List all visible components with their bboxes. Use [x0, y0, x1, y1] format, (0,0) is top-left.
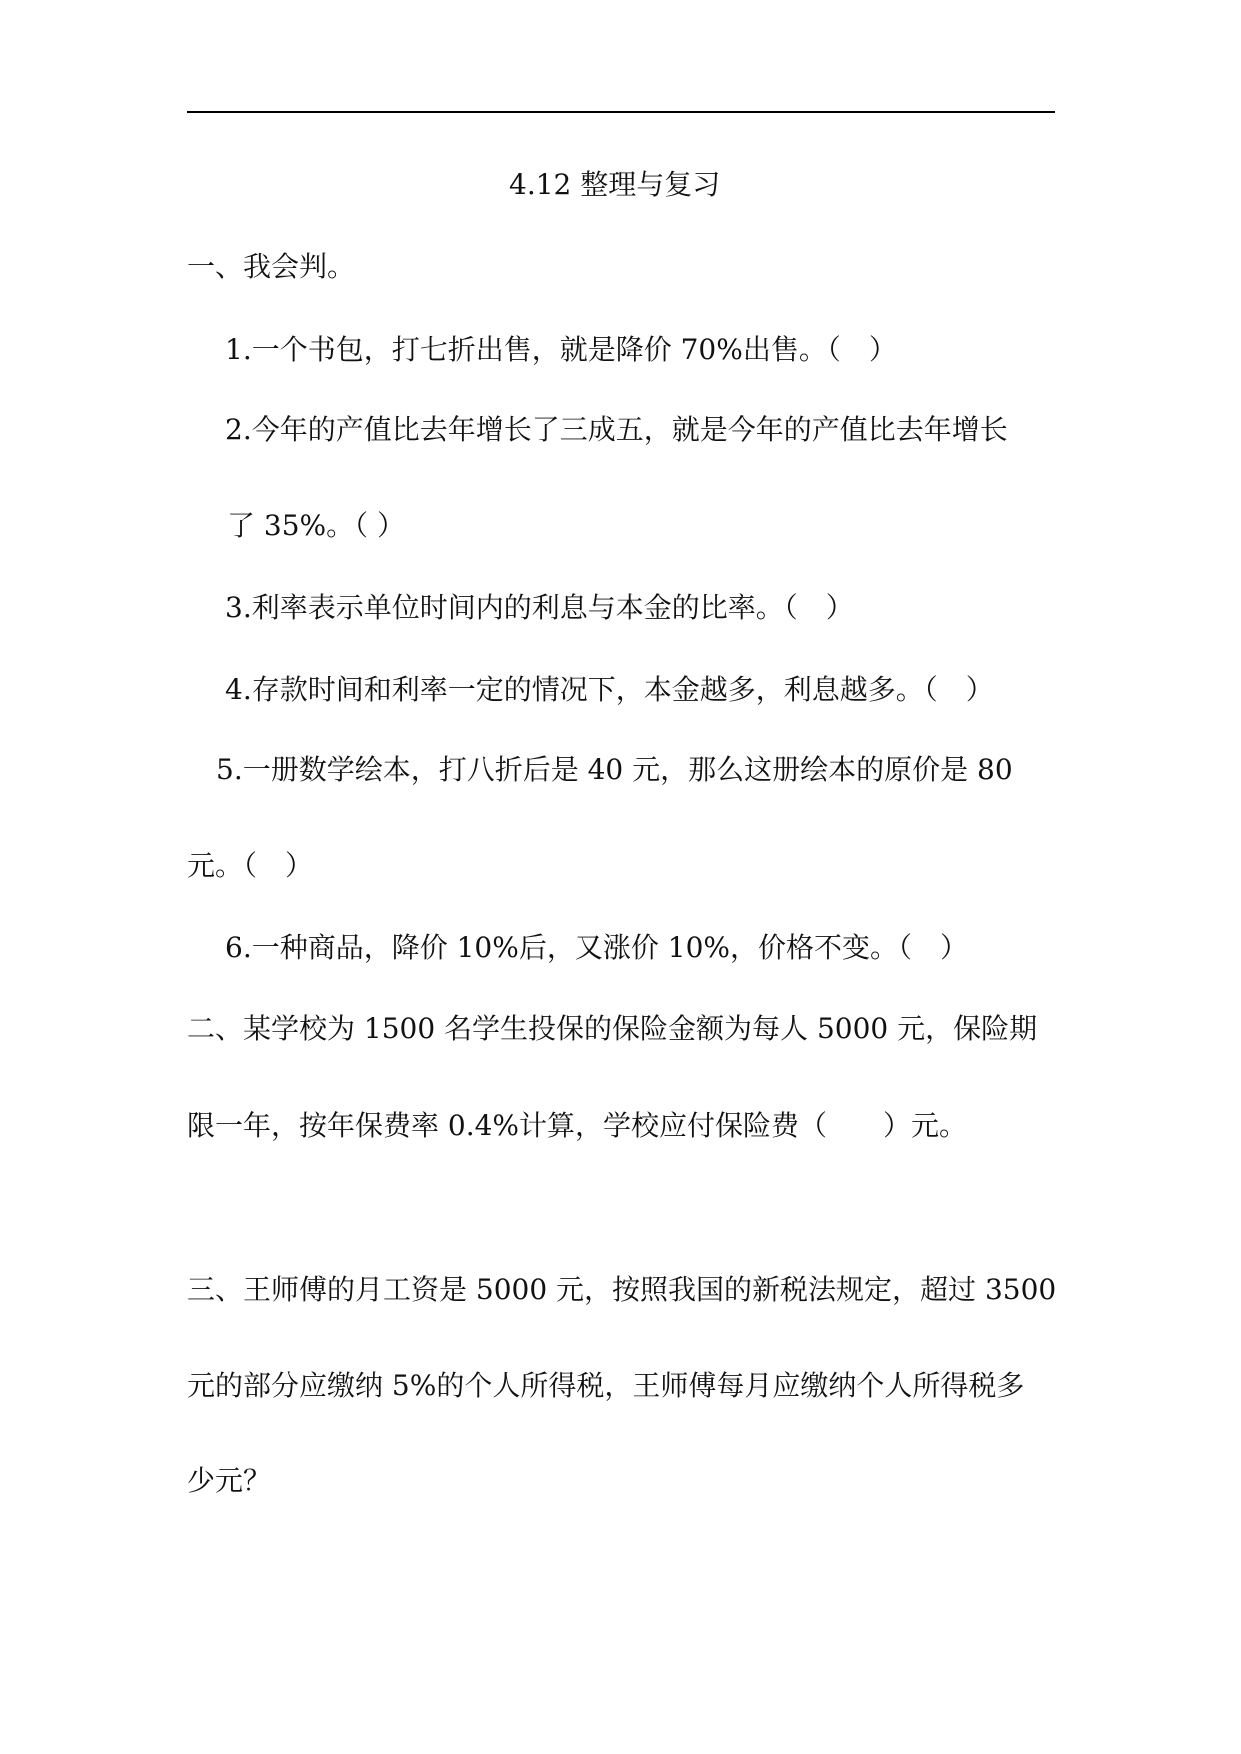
question-1: 1.一个书包，打七折出售，就是降价 70%出售。（ ） [225, 333, 897, 366]
section-3-line-1: 三、王师傅的月工资是 5000 元，按照我国的新税法规定，超过 3500 [187, 1273, 1057, 1306]
header-rule [187, 111, 1055, 113]
section-3-line-2: 元的部分应缴纳 5%的个人所得税，王师傅每月应缴纳个人所得税多 [187, 1369, 1025, 1402]
section-3-line-3: 少元？ [187, 1464, 272, 1497]
question-5-line-2: 元。（ ） [187, 849, 314, 882]
question-4: 4.存款时间和利率一定的情况下，本金越多，利息越多。（ ） [225, 673, 994, 706]
page-title: 4.12 整理与复习 [509, 168, 721, 201]
section-1-heading: 一、我会判。 [187, 250, 356, 283]
question-3: 3.利率表示单位时间内的利息与本金的比率。（ ） [225, 591, 854, 624]
question-6: 6.一种商品，降价 10%后，又涨价 10%，价格不变。（ ） [225, 931, 968, 964]
section-2-line-1: 二、某学校为 1500 名学生投保的保险金额为每人 5000 元，保险期 [187, 1012, 1038, 1045]
question-5-line-1: 5.一册数学绘本，打八折后是 40 元，那么这册绘本的原价是 80 [216, 753, 1013, 786]
section-2-line-2: 限一年，按年保费率 0.4%计算，学校应付保险费（ ）元。 [187, 1109, 968, 1142]
question-2-line-1: 2.今年的产值比去年增长了三成五，就是今年的产值比去年增长 [225, 413, 1008, 446]
question-2-line-2: 了 35%。（ ） [227, 509, 406, 542]
